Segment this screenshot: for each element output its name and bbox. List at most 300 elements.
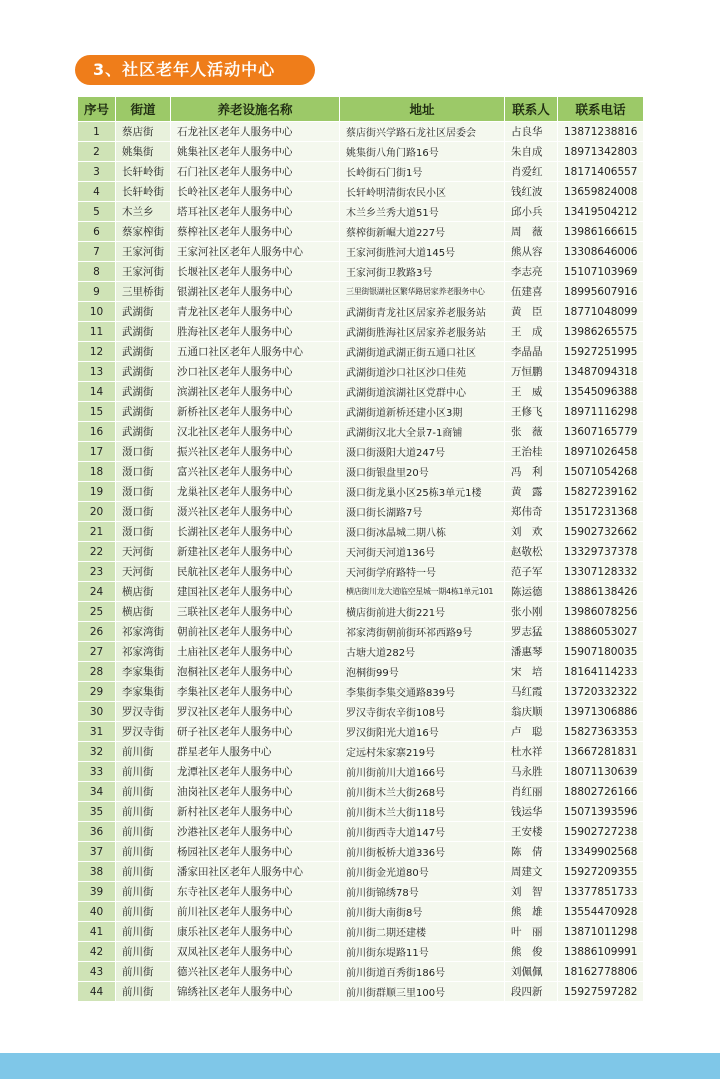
row-index: 27: [78, 642, 116, 662]
row-facility-name: 锦绣社区老年人服务中心: [171, 982, 340, 1002]
row-address: 武湖街道新桥还建小区3期: [340, 402, 505, 422]
row-phone: 18162778806: [558, 962, 644, 982]
row-street: 武湖街: [116, 322, 171, 342]
table-row: [78, 762, 644, 782]
row-address: 武湖街汉北大全景7-1商铺: [340, 422, 505, 442]
row-contact: 刘佩佩: [505, 962, 558, 982]
row-phone: 15827239162: [558, 482, 644, 502]
row-address: 武湖街胜海社区居家养老服务站: [340, 322, 505, 342]
row-index: 7: [78, 242, 116, 262]
row-facility-name: 龙潭社区老年人服务中心: [171, 762, 340, 782]
table-row: [78, 562, 644, 582]
row-address: 武湖街道沙口社区沙口佳苑: [340, 362, 505, 382]
row-address: 前川街群顺三里100号: [340, 982, 505, 1002]
row-street: 滠口街: [116, 522, 171, 542]
row-facility-name: 王家河社区老年人服务中心: [171, 242, 340, 262]
row-street: 横店街: [116, 602, 171, 622]
row-address: 罗汉街阳光大道16号: [340, 722, 505, 742]
header-phone: 联系电话: [558, 97, 644, 122]
row-street: 三里桥街: [116, 282, 171, 302]
row-index: 43: [78, 962, 116, 982]
row-index: 44: [78, 982, 116, 1002]
row-index: 20: [78, 502, 116, 522]
row-street: 滠口街: [116, 502, 171, 522]
row-index: 28: [78, 662, 116, 682]
row-index: 1: [78, 122, 116, 142]
row-phone: 15107103969: [558, 262, 644, 282]
row-index: 42: [78, 942, 116, 962]
row-contact: 李晶晶: [505, 342, 558, 362]
row-street: 前川街: [116, 802, 171, 822]
row-phone: 13607165779: [558, 422, 644, 442]
row-address: 滠口街银盘里20号: [340, 462, 505, 482]
row-street: 罗汉寺街: [116, 722, 171, 742]
row-index: 13: [78, 362, 116, 382]
row-phone: 13308646006: [558, 242, 644, 262]
row-address: 蔡店街兴学路石龙社区居委会: [340, 122, 505, 142]
row-index: 11: [78, 322, 116, 342]
row-phone: 13545096388: [558, 382, 644, 402]
row-address: 长岭街石门街1号: [340, 162, 505, 182]
row-phone: 15902732662: [558, 522, 644, 542]
row-contact: 王 威: [505, 382, 558, 402]
row-facility-name: 塔耳社区老年人服务中心: [171, 202, 340, 222]
row-contact: 王修飞: [505, 402, 558, 422]
row-street: 李家集街: [116, 682, 171, 702]
row-address: 泡桐街99号: [340, 662, 505, 682]
row-phone: 15071393596: [558, 802, 644, 822]
row-contact: 冯 利: [505, 462, 558, 482]
row-address: 前川街东堤路11号: [340, 942, 505, 962]
table-row: [78, 342, 644, 362]
row-contact: 伍建喜: [505, 282, 558, 302]
row-phone: 13329737378: [558, 542, 644, 562]
header-street: 街道: [116, 97, 171, 122]
row-street: 前川街: [116, 762, 171, 782]
row-index: 18: [78, 462, 116, 482]
row-facility-name: 新桥社区老年人服务中心: [171, 402, 340, 422]
table-row: [78, 582, 644, 602]
header-address: 地址: [340, 97, 505, 122]
row-contact: 马红霞: [505, 682, 558, 702]
table-row: [78, 262, 644, 282]
row-address: 前川街锦绣78号: [340, 882, 505, 902]
table-row: [78, 662, 644, 682]
row-contact: 张 薇: [505, 422, 558, 442]
row-address: 前川街金光道80号: [340, 862, 505, 882]
row-index: 33: [78, 762, 116, 782]
row-index: 40: [78, 902, 116, 922]
row-phone: 15927209355: [558, 862, 644, 882]
row-index: 41: [78, 922, 116, 942]
row-street: 滠口街: [116, 442, 171, 462]
row-street: 天河街: [116, 542, 171, 562]
row-index: 32: [78, 742, 116, 762]
row-street: 蔡店街: [116, 122, 171, 142]
row-street: 王家河街: [116, 242, 171, 262]
table-row: [78, 682, 644, 702]
row-contact: 熊 雄: [505, 902, 558, 922]
row-facility-name: 五通口社区老年人服务中心: [171, 342, 340, 362]
row-index: 21: [78, 522, 116, 542]
row-phone: 18971342803: [558, 142, 644, 162]
row-street: 罗汉寺街: [116, 702, 171, 722]
row-index: 19: [78, 482, 116, 502]
table-row: [78, 962, 644, 982]
row-contact: 邱小兵: [505, 202, 558, 222]
row-phone: 13886053027: [558, 622, 644, 642]
row-phone: 13349902568: [558, 842, 644, 862]
table-row: [78, 282, 644, 302]
table-row: [78, 222, 644, 242]
row-address: 王家河街卫教路3号: [340, 262, 505, 282]
row-contact: 卢 聪: [505, 722, 558, 742]
row-contact: 范子军: [505, 562, 558, 582]
row-address: 前川街道百秀街186号: [340, 962, 505, 982]
row-phone: 13307128332: [558, 562, 644, 582]
row-index: 16: [78, 422, 116, 442]
row-contact: 刘 智: [505, 882, 558, 902]
row-street: 前川街: [116, 942, 171, 962]
row-address: 武湖街道武湖正街五通口社区: [340, 342, 505, 362]
row-contact: 黄 臣: [505, 302, 558, 322]
table-row: [78, 242, 644, 262]
row-facility-name: 罗汉社区老年人服务中心: [171, 702, 340, 722]
table-row: [78, 362, 644, 382]
row-address: 武湖街道滨湖社区党群中心: [340, 382, 505, 402]
facility-table: [77, 96, 644, 1002]
row-street: 武湖街: [116, 302, 171, 322]
row-facility-name: 泡桐社区老年人服务中心: [171, 662, 340, 682]
row-address: 前川街前川大道166号: [340, 762, 505, 782]
row-facility-name: 东寺社区老年人服务中心: [171, 882, 340, 902]
row-phone: 15907180035: [558, 642, 644, 662]
row-address: 长轩岭明清街农民小区: [340, 182, 505, 202]
row-facility-name: 富兴社区老年人服务中心: [171, 462, 340, 482]
row-contact: 熊从容: [505, 242, 558, 262]
row-street: 蔡家榨街: [116, 222, 171, 242]
row-facility-name: 建国社区老年人服务中心: [171, 582, 340, 602]
header-index: 序号: [78, 97, 116, 122]
row-phone: 13871238816: [558, 122, 644, 142]
row-index: 15: [78, 402, 116, 422]
table-row: [78, 722, 644, 742]
row-facility-name: 青龙社区老年人服务中心: [171, 302, 340, 322]
row-phone: 13871011298: [558, 922, 644, 942]
row-street: 武湖街: [116, 382, 171, 402]
row-index: 2: [78, 142, 116, 162]
row-phone: 18171406557: [558, 162, 644, 182]
row-index: 34: [78, 782, 116, 802]
row-phone: 18971116298: [558, 402, 644, 422]
row-street: 武湖街: [116, 422, 171, 442]
row-facility-name: 新建社区老年人服务中心: [171, 542, 340, 562]
row-address: 前川街二期还建楼: [340, 922, 505, 942]
row-contact: 马永胜: [505, 762, 558, 782]
row-street: 武湖街: [116, 342, 171, 362]
row-street: 前川街: [116, 822, 171, 842]
row-facility-name: 油岗社区老年人服务中心: [171, 782, 340, 802]
row-address: 前川街木兰大街268号: [340, 782, 505, 802]
table-row: [78, 422, 644, 442]
table-row: [78, 702, 644, 722]
row-phone: 15071054268: [558, 462, 644, 482]
row-facility-name: 胜海社区老年人服务中心: [171, 322, 340, 342]
row-contact: 周 薇: [505, 222, 558, 242]
row-facility-name: 石门社区老年人服务中心: [171, 162, 340, 182]
table-row: [78, 542, 644, 562]
row-address: 蔡榨街新崛大道227号: [340, 222, 505, 242]
row-street: 前川街: [116, 882, 171, 902]
row-street: 前川街: [116, 842, 171, 862]
row-contact: 叶 丽: [505, 922, 558, 942]
row-facility-name: 姚集社区老年人服务中心: [171, 142, 340, 162]
row-phone: 13986265575: [558, 322, 644, 342]
row-index: 24: [78, 582, 116, 602]
row-facility-name: 蔡榨社区老年人服务中心: [171, 222, 340, 242]
row-address: 祁家湾街朝前街环祁西路9号: [340, 622, 505, 642]
row-facility-name: 长湖社区老年人服务中心: [171, 522, 340, 542]
table-row: [78, 822, 644, 842]
row-address: 古塘大道282号: [340, 642, 505, 662]
row-phone: 18071130639: [558, 762, 644, 782]
row-street: 滠口街: [116, 482, 171, 502]
row-contact: 王安楼: [505, 822, 558, 842]
row-index: 12: [78, 342, 116, 362]
row-street: 前川街: [116, 862, 171, 882]
row-phone: 13986078256: [558, 602, 644, 622]
table-row: [78, 482, 644, 502]
row-index: 5: [78, 202, 116, 222]
row-phone: 13377851733: [558, 882, 644, 902]
row-contact: 占良华: [505, 122, 558, 142]
row-index: 14: [78, 382, 116, 402]
table-row: [78, 882, 644, 902]
row-facility-name: 德兴社区老年人服务中心: [171, 962, 340, 982]
row-index: 35: [78, 802, 116, 822]
table-row: [78, 802, 644, 822]
row-street: 长轩岭街: [116, 162, 171, 182]
row-street: 前川街: [116, 742, 171, 762]
row-contact: 罗志猛: [505, 622, 558, 642]
table-row: [78, 462, 644, 482]
row-street: 滠口街: [116, 462, 171, 482]
row-address: 天河街天河道136号: [340, 542, 505, 562]
table-row: [78, 922, 644, 942]
row-facility-name: 杨园社区老年人服务中心: [171, 842, 340, 862]
row-facility-name: 新村社区老年人服务中心: [171, 802, 340, 822]
row-facility-name: 李集社区老年人服务中心: [171, 682, 340, 702]
table-row: [78, 402, 644, 422]
row-phone: 13886109991: [558, 942, 644, 962]
table-row: [78, 442, 644, 462]
row-facility-name: 振兴社区老年人服务中心: [171, 442, 340, 462]
table-row: [78, 142, 644, 162]
row-phone: 18164114233: [558, 662, 644, 682]
row-address: 滠口街滠阳大道247号: [340, 442, 505, 462]
row-facility-name: 汉北社区老年人服务中心: [171, 422, 340, 442]
row-phone: 15927251995: [558, 342, 644, 362]
row-phone: 18802726166: [558, 782, 644, 802]
row-address: 定远村朱家寨219号: [340, 742, 505, 762]
row-address: 三里街银湖社区繁华路居家养老服务中心: [340, 282, 505, 302]
row-facility-name: 石龙社区老年人服务中心: [171, 122, 340, 142]
row-index: 36: [78, 822, 116, 842]
row-contact: 周建文: [505, 862, 558, 882]
row-contact: 钱运华: [505, 802, 558, 822]
row-index: 3: [78, 162, 116, 182]
row-street: 武湖街: [116, 362, 171, 382]
row-index: 4: [78, 182, 116, 202]
row-street: 前川街: [116, 982, 171, 1002]
row-address: 李集街李集交通路839号: [340, 682, 505, 702]
row-index: 37: [78, 842, 116, 862]
table-row: [78, 842, 644, 862]
row-facility-name: 长堰社区老年人服务中心: [171, 262, 340, 282]
row-address: 罗汉寺街农辛街108号: [340, 702, 505, 722]
row-street: 前川街: [116, 902, 171, 922]
row-address: 天河街学府路特一号: [340, 562, 505, 582]
row-address: 前川街板桥大道336号: [340, 842, 505, 862]
table-row: [78, 202, 644, 222]
row-address: 姚集街八角门路16号: [340, 142, 505, 162]
row-contact: 陈 倩: [505, 842, 558, 862]
table-row: [78, 642, 644, 662]
row-phone: 13667281831: [558, 742, 644, 762]
table-row: [78, 942, 644, 962]
row-contact: 黄 露: [505, 482, 558, 502]
row-contact: 王治桂: [505, 442, 558, 462]
row-index: 9: [78, 282, 116, 302]
row-contact: 钱红波: [505, 182, 558, 202]
row-contact: 李志亮: [505, 262, 558, 282]
row-address: 滠口街长湖路7号: [340, 502, 505, 522]
table-row: [78, 122, 644, 142]
row-address: 前川街西寺大道147号: [340, 822, 505, 842]
row-index: 38: [78, 862, 116, 882]
row-contact: 赵敬松: [505, 542, 558, 562]
row-index: 25: [78, 602, 116, 622]
row-index: 30: [78, 702, 116, 722]
table-row: [78, 602, 644, 622]
table-row: [78, 902, 644, 922]
row-street: 李家集街: [116, 662, 171, 682]
row-street: 横店街: [116, 582, 171, 602]
row-index: 31: [78, 722, 116, 742]
row-index: 17: [78, 442, 116, 462]
table-row: [78, 162, 644, 182]
row-facility-name: 滠兴社区老年人服务中心: [171, 502, 340, 522]
row-facility-name: 长岭社区老年人服务中心: [171, 182, 340, 202]
row-contact: 宋 培: [505, 662, 558, 682]
row-street: 王家河街: [116, 262, 171, 282]
table-header-row: [78, 97, 644, 122]
row-facility-name: 滨湖社区老年人服务中心: [171, 382, 340, 402]
row-address: 武湖街青龙社区居家养老服务站: [340, 302, 505, 322]
row-facility-name: 银湖社区老年人服务中心: [171, 282, 340, 302]
row-contact: 肖红丽: [505, 782, 558, 802]
row-address: 前川街木兰大街118号: [340, 802, 505, 822]
row-index: 29: [78, 682, 116, 702]
table-row: [78, 382, 644, 402]
row-contact: 张小刚: [505, 602, 558, 622]
row-street: 姚集街: [116, 142, 171, 162]
row-street: 祁家湾街: [116, 622, 171, 642]
row-facility-name: 康乐社区老年人服务中心: [171, 922, 340, 942]
row-contact: 段四新: [505, 982, 558, 1002]
row-facility-name: 前川社区老年人服务中心: [171, 902, 340, 922]
table-row: [78, 502, 644, 522]
row-street: 前川街: [116, 962, 171, 982]
row-contact: 朱自成: [505, 142, 558, 162]
table-row: [78, 862, 644, 882]
row-street: 前川街: [116, 922, 171, 942]
table-row: [78, 622, 644, 642]
table-row: [78, 522, 644, 542]
row-phone: 13720332322: [558, 682, 644, 702]
row-address: 横店街川龙大道临空星城一期4栋1单元101: [340, 582, 505, 602]
facility-table-container: [77, 96, 643, 1002]
table-body: [78, 122, 644, 1002]
row-address: 木兰乡兰秀大道51号: [340, 202, 505, 222]
row-phone: 15927597282: [558, 982, 644, 1002]
header-facility-name: 养老设施名称: [171, 97, 340, 122]
row-index: 39: [78, 882, 116, 902]
row-street: 木兰乡: [116, 202, 171, 222]
row-facility-name: 沙口社区老年人服务中心: [171, 362, 340, 382]
row-index: 8: [78, 262, 116, 282]
row-contact: 肖爱红: [505, 162, 558, 182]
row-address: 横店街前进大街221号: [340, 602, 505, 622]
row-phone: 13971306886: [558, 702, 644, 722]
row-address: 前川街大南街8号: [340, 902, 505, 922]
row-street: 长轩岭街: [116, 182, 171, 202]
row-phone: 13517231368: [558, 502, 644, 522]
row-address: 滠口街龙巢小区25栋3单元1楼: [340, 482, 505, 502]
row-contact: 陈运德: [505, 582, 558, 602]
table-row: [78, 302, 644, 322]
row-contact: 郑伟奇: [505, 502, 558, 522]
row-facility-name: 潘家田社区老年人服务中心: [171, 862, 340, 882]
row-phone: 18771048099: [558, 302, 644, 322]
table-row: [78, 742, 644, 762]
row-facility-name: 沙港社区老年人服务中心: [171, 822, 340, 842]
row-facility-name: 龙巢社区老年人服务中心: [171, 482, 340, 502]
row-index: 10: [78, 302, 116, 322]
row-index: 22: [78, 542, 116, 562]
row-index: 26: [78, 622, 116, 642]
header-contact: 联系人: [505, 97, 558, 122]
row-street: 祁家湾街: [116, 642, 171, 662]
row-phone: 13659824008: [558, 182, 644, 202]
row-phone: 18995607916: [558, 282, 644, 302]
row-facility-name: 双凤社区老年人服务中心: [171, 942, 340, 962]
row-contact: 万恒鹏: [505, 362, 558, 382]
row-phone: 18971026458: [558, 442, 644, 462]
table-row: [78, 322, 644, 342]
row-street: 天河街: [116, 562, 171, 582]
row-contact: 熊 俊: [505, 942, 558, 962]
row-phone: 13554470928: [558, 902, 644, 922]
table-row: [78, 182, 644, 202]
row-facility-name: 三联社区老年人服务中心: [171, 602, 340, 622]
row-phone: 13986166615: [558, 222, 644, 242]
row-contact: 潘惠琴: [505, 642, 558, 662]
section-title: 3、社区老年人活动中心: [75, 55, 315, 85]
row-facility-name: 朝前社区老年人服务中心: [171, 622, 340, 642]
row-contact: 杜水祥: [505, 742, 558, 762]
row-street: 前川街: [116, 782, 171, 802]
